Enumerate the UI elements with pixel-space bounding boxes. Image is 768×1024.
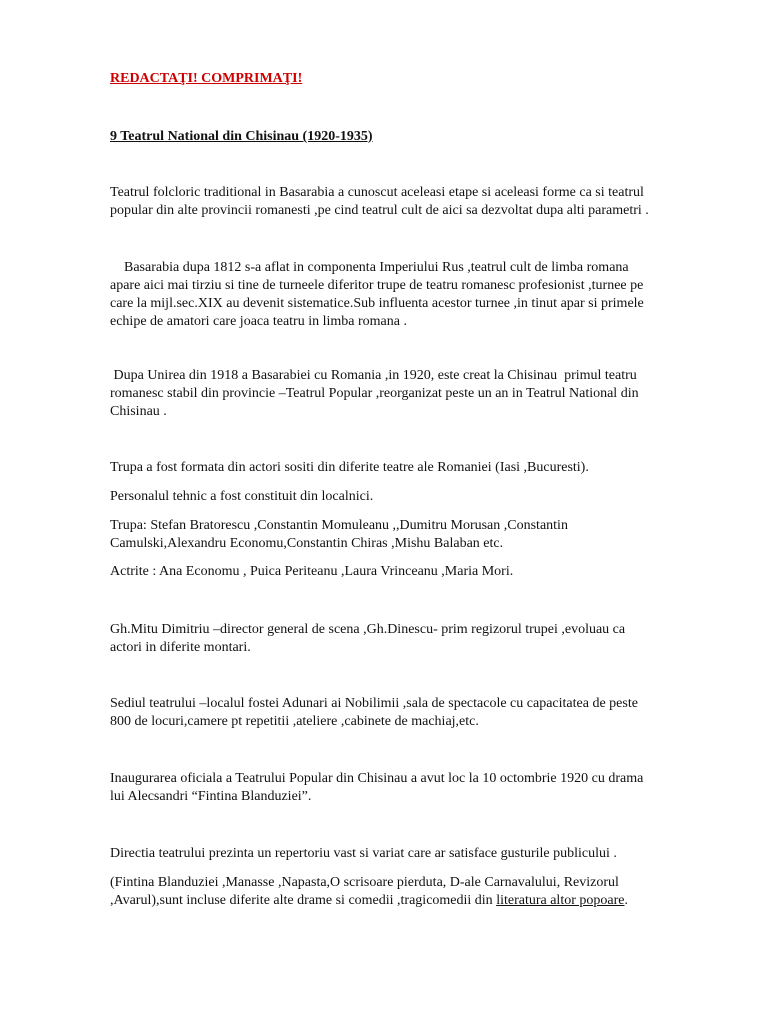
text-line: romanesc stabil din provincie –Teatrul Popular ,reorganizat peste un an in Teatrul National din	[110, 386, 639, 401]
redact-label: REDACTAŢI! COMPRIMAŢI!	[110, 71, 303, 86]
text-line: Trupa: Stefan Bratorescu ,Constantin Momuleanu ,,Dumitru Morusan ,Constantin	[110, 518, 568, 533]
text-line: Teatrul folcloric traditional in Basarabia a cunoscut aceleasi etape si aceleasi forme ca si teatrul	[110, 185, 644, 200]
text-segment: .	[624, 893, 628, 908]
text-line: Gh.Mitu Dimitriu –director general de scena ,Gh.Dinescu- prim regizorul trupei ,evoluau ca	[110, 622, 626, 637]
text-line: Chisinau .	[110, 404, 167, 419]
text-line: apare aici mai tirziu si tine de turneele diferitor trupe de teatru romanesc profesionist ,turnee pe	[110, 278, 644, 293]
text-line: Inaugurarea oficiala a Teatrului Popular din Chisinau a avut loc la 10 octombrie 1920 cu drama	[110, 771, 644, 786]
text-line: Trupa a fost formata din actori sositi din diferite teatre ale Romaniei (Iasi ,Bucuresti).	[110, 460, 589, 475]
paragraph-10	[110, 770, 720, 806]
literature-link[interactable]: literatura altor popoare	[496, 893, 625, 908]
paragraph-11	[110, 845, 720, 863]
section-title	[110, 128, 720, 146]
page-title: 9 Teatrul National din Chisinau (1920-1935)	[110, 129, 373, 144]
paragraph-5	[110, 488, 720, 506]
text-line: Sediul teatrului –localul fostei Adunari ai Nobilimii ,sala de spectacole cu capacitatea de peste	[110, 696, 638, 711]
text-line-with-link	[110, 892, 720, 910]
text-line: Camulski,Alexandru Economu,Constantin Chiras ,Mishu Balaban etc.	[110, 536, 504, 551]
text-line: lui Alecsandri “Fintina Blanduziei”.	[110, 789, 312, 804]
paragraph-3	[110, 367, 720, 421]
paragraph-4	[110, 459, 720, 477]
text-line: Actrite : Ana Economu , Puica Periteanu ,Laura Vrinceanu ,Maria Mori.	[110, 564, 514, 579]
text-line: echipe de amatori care joaca teatru in limba romana .	[110, 314, 407, 329]
paragraph-8	[110, 621, 720, 657]
paragraph-2	[110, 259, 720, 331]
paragraph-12	[110, 874, 720, 910]
text-line: Basarabia dupa 1812 s-a aflat in componenta Imperiului Rus ,teatrul cult de limba romana	[110, 260, 629, 275]
text-line: Dupa Unirea din 1918 a Basarabiei cu Romania ,in 1920, este creat la Chisinau primul teatru	[110, 368, 637, 383]
text-line: popular din alte provincii romanesti ,pe cind teatrul cult de aici sa dezvoltat dupa alti parametri .	[110, 203, 649, 218]
paragraph-1	[110, 184, 720, 220]
paragraph-6	[110, 517, 720, 553]
text-line: care la mijl.sec.XIX au devenit sistematice.Sub influenta acestor turnee ,in tinut apar si primele	[110, 296, 644, 311]
redact-notice	[110, 70, 720, 88]
paragraph-7	[110, 563, 720, 581]
text-segment: ,Avarul),sunt incluse diferite alte drame si comedii ,tragicomedii din	[110, 893, 497, 908]
text-line: (Fintina Blanduziei ,Manasse ,Napasta,O scrisoare pierduta, D-ale Carnavalului, Revizorul	[110, 875, 619, 890]
text-line: Personalul tehnic a fost constituit din localnici.	[110, 489, 374, 504]
text-line: 800 de locuri,camere pt repetitii ,ateliere ,cabinete de machiaj,etc.	[110, 714, 479, 729]
text-line: Directia teatrului prezinta un repertoriu vast si variat care ar satisface gusturile publicului .	[110, 846, 617, 861]
paragraph-9	[110, 695, 720, 731]
text-line: actori in diferite montari.	[110, 640, 251, 655]
